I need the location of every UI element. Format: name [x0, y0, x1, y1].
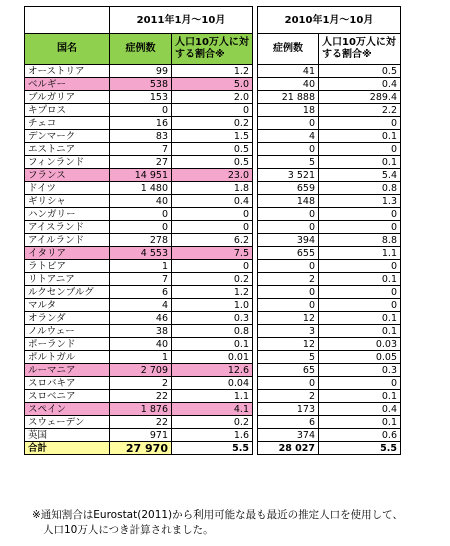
- country-cell: デンマーク: [25, 130, 110, 143]
- rate-2010-cell: 0: [319, 221, 401, 234]
- rate-2011-cell: 0: [172, 208, 253, 221]
- table-row: [25, 169, 401, 182]
- cases-2011-cell: 38: [110, 325, 172, 338]
- table-row: [25, 195, 401, 208]
- country-cell: イタリア: [25, 247, 110, 260]
- table-row: [25, 429, 401, 442]
- table-row: [25, 338, 401, 351]
- table-row: [25, 403, 401, 416]
- rate-2011-cell: 0.5: [172, 156, 253, 169]
- cases-2011-cell: 27: [110, 156, 172, 169]
- cases-2011-cell: 2 709: [110, 364, 172, 377]
- cases-2010-cell: 40: [258, 78, 319, 91]
- measles-cases-table: [24, 6, 401, 455]
- table-row: [25, 273, 401, 286]
- country-cell: ラトビア: [25, 260, 110, 273]
- table-row: [25, 65, 401, 78]
- cases-2010-cell: 0: [258, 117, 319, 130]
- rate-2011-cell: 0.01: [172, 351, 253, 364]
- footnote-line-2: 人口10万人につき計算されました。: [43, 524, 214, 536]
- cases-2011-cell: 46: [110, 312, 172, 325]
- rate-2010-header: 人口10万人に対する割合※: [319, 34, 401, 65]
- rate-2010-cell: 0.4: [319, 403, 401, 416]
- rate-2011-cell: 1.2: [172, 65, 253, 78]
- cases-2010-cell: 12: [258, 312, 319, 325]
- cases-2010-cell: 0: [258, 377, 319, 390]
- rate-2010-cell: 1.3: [319, 195, 401, 208]
- rate-2011-cell: 0.5: [172, 143, 253, 156]
- rate-2011-cell: 0.1: [172, 338, 253, 351]
- rate-2010-cell: 5.4: [319, 169, 401, 182]
- cases-2010-cell: 3 521: [258, 169, 319, 182]
- rate-2010-cell: 1.1: [319, 247, 401, 260]
- country-cell: アイルランド: [25, 234, 110, 247]
- cases-2011-cell: 4: [110, 299, 172, 312]
- total-rate-2011: 5.5: [172, 442, 253, 455]
- cases-2010-cell: 0: [258, 143, 319, 156]
- cases-2011-cell: 538: [110, 78, 172, 91]
- rate-2011-cell: 0: [172, 104, 253, 117]
- rate-2011-cell: 1.0: [172, 299, 253, 312]
- country-cell: 英国: [25, 429, 110, 442]
- cases-2010-cell: 0: [258, 299, 319, 312]
- rate-2011-cell: 0.2: [172, 416, 253, 429]
- footnote-line-1: ※通知割合はEurostat(2011)から利用可能な最も最近の推定人口を使用して、: [32, 509, 403, 521]
- cases-2011-cell: 1: [110, 260, 172, 273]
- cases-2011-cell: 16: [110, 117, 172, 130]
- table-row: [25, 286, 401, 299]
- cases-2011-cell: 4 553: [110, 247, 172, 260]
- cases-2010-header: 症例数: [258, 34, 319, 65]
- cases-2010-cell: 2: [258, 390, 319, 403]
- cases-2010-cell: 2: [258, 273, 319, 286]
- total-rate-2010: 5.5: [319, 442, 401, 455]
- footnote: [32, 508, 403, 538]
- cases-2010-cell: 374: [258, 429, 319, 442]
- cases-2011-cell: 14 951: [110, 169, 172, 182]
- rate-2011-cell: 4.1: [172, 403, 253, 416]
- rate-2011-cell: 12.6: [172, 364, 253, 377]
- period-2011-header: 2011年1月～10月: [110, 7, 253, 34]
- rate-2010-cell: 0.1: [319, 312, 401, 325]
- rate-2011-cell: 1.5: [172, 130, 253, 143]
- country-cell: スウェーデン: [25, 416, 110, 429]
- country-cell: フィンランド: [25, 156, 110, 169]
- cases-2011-cell: 0: [110, 208, 172, 221]
- table-row: [25, 351, 401, 364]
- rate-2010-cell: 8.8: [319, 234, 401, 247]
- total-cases-2011: 27 970: [110, 442, 172, 455]
- table-row: [25, 364, 401, 377]
- rate-2010-cell: 0: [319, 299, 401, 312]
- table-row: [25, 104, 401, 117]
- cases-2010-cell: 3: [258, 325, 319, 338]
- table-row: [25, 247, 401, 260]
- table-row: [25, 91, 401, 104]
- cases-2010-cell: 18: [258, 104, 319, 117]
- rate-2011-cell: 6.2: [172, 234, 253, 247]
- rate-2010-cell: 0.4: [319, 78, 401, 91]
- table-row: [25, 312, 401, 325]
- country-cell: オランダ: [25, 312, 110, 325]
- total-row: [25, 442, 401, 455]
- cases-2011-cell: 7: [110, 143, 172, 156]
- cases-2011-cell: 83: [110, 130, 172, 143]
- cases-2010-cell: 0: [258, 260, 319, 273]
- table-row: [25, 299, 401, 312]
- table-row: [25, 182, 401, 195]
- country-cell: オーストリア: [25, 65, 110, 78]
- country-cell: キプロス: [25, 104, 110, 117]
- rate-2011-cell: 1.6: [172, 429, 253, 442]
- country-cell: ハンガリー: [25, 208, 110, 221]
- rate-2010-cell: 0.8: [319, 182, 401, 195]
- country-cell: マルタ: [25, 299, 110, 312]
- country-cell: ノルウェー: [25, 325, 110, 338]
- cases-2011-cell: 0: [110, 104, 172, 117]
- cases-2010-cell: 4: [258, 130, 319, 143]
- rate-2010-cell: 0.5: [319, 65, 401, 78]
- cases-2011-cell: 278: [110, 234, 172, 247]
- country-column-header: 国名: [25, 34, 110, 65]
- rate-2010-cell: 0.1: [319, 130, 401, 143]
- cases-2011-cell: 971: [110, 429, 172, 442]
- total-cases-2010: 28 027: [258, 442, 319, 455]
- rate-2011-cell: 0.4: [172, 195, 253, 208]
- table-row: [25, 78, 401, 91]
- rate-2010-cell: 0: [319, 377, 401, 390]
- cases-2011-cell: 40: [110, 195, 172, 208]
- cases-2010-cell: 12: [258, 338, 319, 351]
- country-cell: ルーマニア: [25, 364, 110, 377]
- rate-2010-cell: 289.4: [319, 91, 401, 104]
- country-cell: ベルギー: [25, 78, 110, 91]
- rate-2011-cell: 0: [172, 260, 253, 273]
- cases-2010-cell: 0: [258, 221, 319, 234]
- country-cell: チェコ: [25, 117, 110, 130]
- table-row: [25, 221, 401, 234]
- cases-2011-cell: 7: [110, 273, 172, 286]
- period-header-row: [25, 7, 401, 34]
- rate-2011-cell: 1.2: [172, 286, 253, 299]
- cases-2010-cell: 655: [258, 247, 319, 260]
- cases-2010-cell: 659: [258, 182, 319, 195]
- table-row: [25, 325, 401, 338]
- rate-2010-cell: 0: [319, 208, 401, 221]
- country-cell: ルクセンブルグ: [25, 286, 110, 299]
- country-cell: スロベニア: [25, 390, 110, 403]
- cases-2010-cell: 41: [258, 65, 319, 78]
- table-row: [25, 390, 401, 403]
- country-cell: エストニア: [25, 143, 110, 156]
- country-cell: アイスランド: [25, 221, 110, 234]
- rate-2010-cell: 0.6: [319, 429, 401, 442]
- table-row: [25, 260, 401, 273]
- rate-2010-cell: 0: [319, 117, 401, 130]
- cases-2010-cell: 0: [258, 208, 319, 221]
- country-cell: ブルガリア: [25, 91, 110, 104]
- cases-2010-cell: 21 888: [258, 91, 319, 104]
- cases-2010-cell: 148: [258, 195, 319, 208]
- cases-2011-cell: 40: [110, 338, 172, 351]
- cases-2011-cell: 1 876: [110, 403, 172, 416]
- table-row: [25, 416, 401, 429]
- rate-2011-cell: 23.0: [172, 169, 253, 182]
- rate-2010-cell: 0: [319, 143, 401, 156]
- cases-2011-cell: 0: [110, 221, 172, 234]
- rate-2010-cell: 0.03: [319, 338, 401, 351]
- rate-2010-cell: 2.2: [319, 104, 401, 117]
- cases-2011-cell: 22: [110, 390, 172, 403]
- cases-2010-cell: 65: [258, 364, 319, 377]
- rate-2011-header: 人口10万人に対する割合※: [172, 34, 253, 65]
- country-cell: ポルトガル: [25, 351, 110, 364]
- rate-2011-cell: 0.2: [172, 117, 253, 130]
- cases-2010-cell: 6: [258, 416, 319, 429]
- cases-2011-cell: 1 480: [110, 182, 172, 195]
- rate-2011-cell: 0: [172, 221, 253, 234]
- table-row: [25, 143, 401, 156]
- table-row: [25, 377, 401, 390]
- country-cell: ポーランド: [25, 338, 110, 351]
- rate-2011-cell: 1.8: [172, 182, 253, 195]
- country-cell: リトアニア: [25, 273, 110, 286]
- rate-2011-cell: 7.5: [172, 247, 253, 260]
- country-cell: スロバキア: [25, 377, 110, 390]
- table-row: [25, 156, 401, 169]
- rate-2010-cell: 0: [319, 286, 401, 299]
- rate-2010-cell: 0: [319, 260, 401, 273]
- cases-2011-header: 症例数: [110, 34, 172, 65]
- cases-2010-cell: 394: [258, 234, 319, 247]
- cases-2010-cell: 0: [258, 286, 319, 299]
- table-row: [25, 130, 401, 143]
- total-label: 合計: [25, 442, 110, 455]
- cases-2010-cell: 5: [258, 351, 319, 364]
- rate-2011-cell: 0.2: [172, 273, 253, 286]
- cases-2010-cell: 173: [258, 403, 319, 416]
- rate-2010-cell: 0.1: [319, 156, 401, 169]
- rate-2010-cell: 0.1: [319, 325, 401, 338]
- country-cell: ギリシャ: [25, 195, 110, 208]
- rate-2011-cell: 0.3: [172, 312, 253, 325]
- rate-2010-cell: 0.1: [319, 273, 401, 286]
- cases-2011-cell: 2: [110, 377, 172, 390]
- rate-2010-cell: 0.3: [319, 364, 401, 377]
- cases-2011-cell: 1: [110, 351, 172, 364]
- corner-cell: [25, 7, 110, 34]
- country-cell: フランス: [25, 169, 110, 182]
- table-row: [25, 117, 401, 130]
- rate-2010-cell: 0.05: [319, 351, 401, 364]
- cases-2011-cell: 153: [110, 91, 172, 104]
- rate-2011-cell: 0.8: [172, 325, 253, 338]
- country-cell: スペイン: [25, 403, 110, 416]
- rate-2011-cell: 2.0: [172, 91, 253, 104]
- cases-2011-cell: 6: [110, 286, 172, 299]
- cases-2010-cell: 5: [258, 156, 319, 169]
- rate-2010-cell: 0.1: [319, 390, 401, 403]
- cases-2011-cell: 99: [110, 65, 172, 78]
- table-row: [25, 208, 401, 221]
- rate-2011-cell: 0.04: [172, 377, 253, 390]
- rate-2010-cell: 0.1: [319, 416, 401, 429]
- table-row: [25, 234, 401, 247]
- period-2010-header: 2010年1月～10月: [258, 7, 401, 34]
- rate-2011-cell: 1.1: [172, 390, 253, 403]
- rate-2011-cell: 5.0: [172, 78, 253, 91]
- country-cell: ドイツ: [25, 182, 110, 195]
- cases-2011-cell: 22: [110, 416, 172, 429]
- column-header-row: [25, 34, 401, 65]
